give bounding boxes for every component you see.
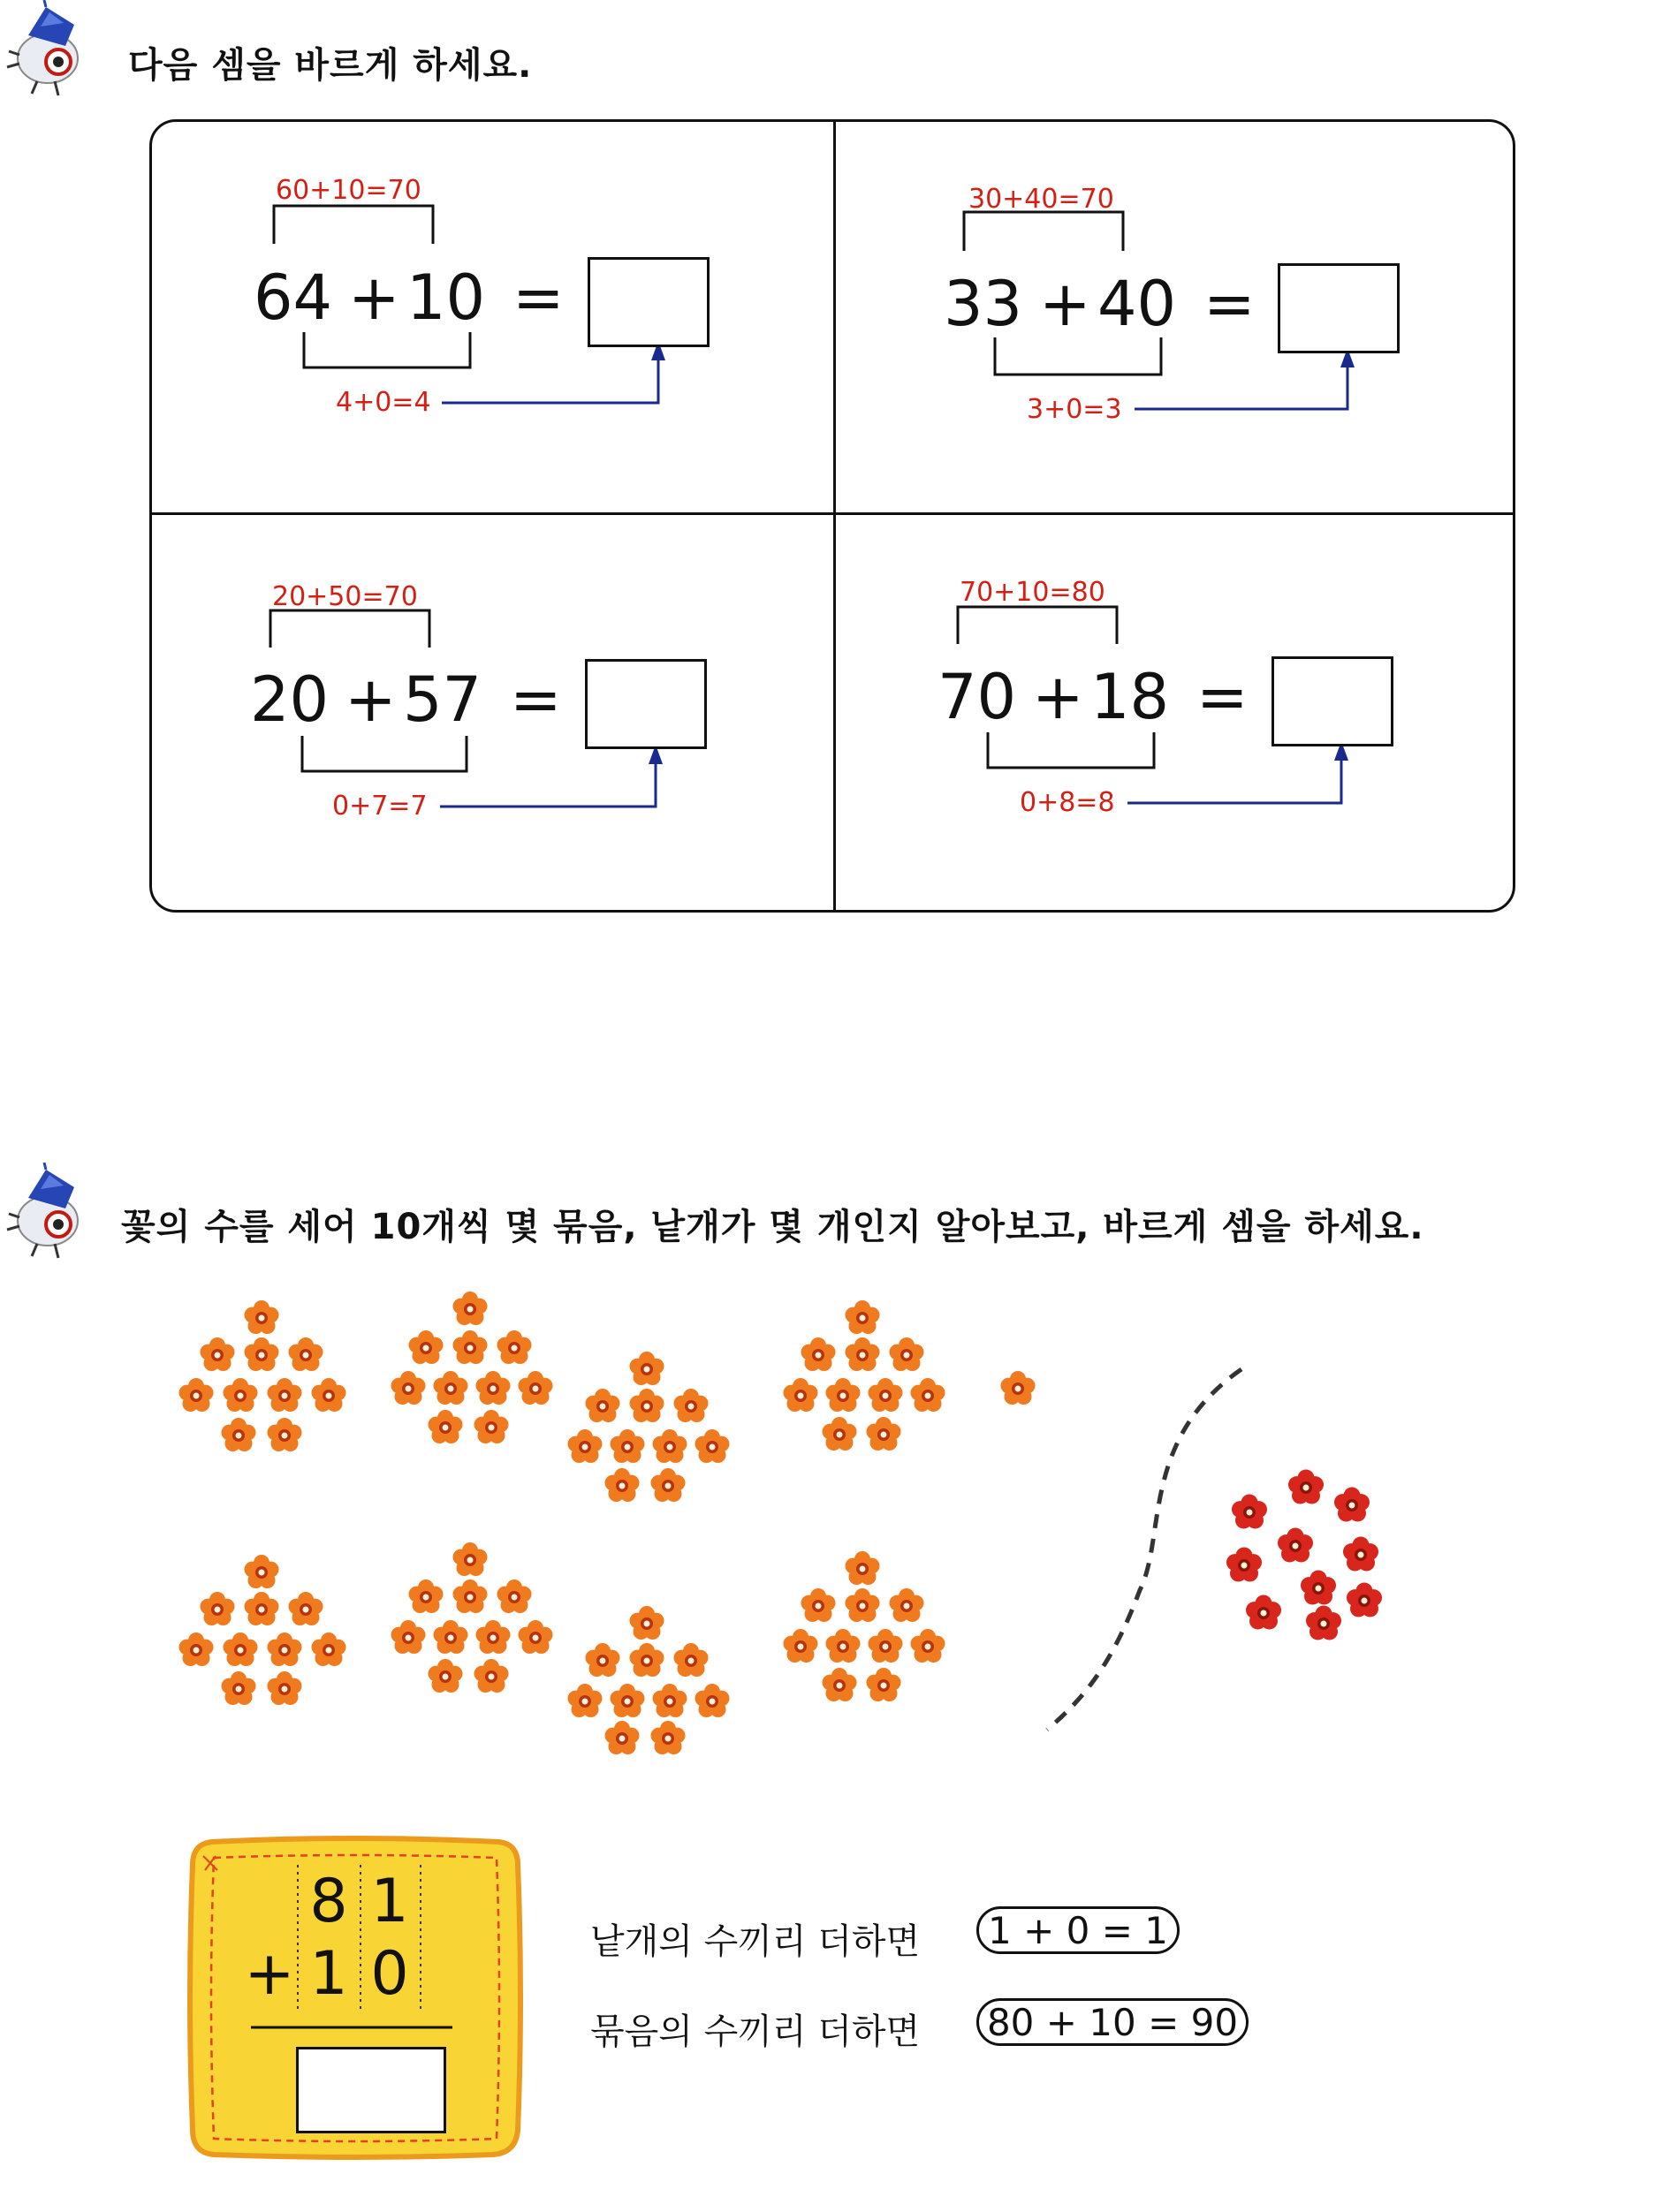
problem-1: [152, 122, 832, 511]
instruction-1: 다음 셈을 바르게 하세요.: [128, 45, 533, 86]
mascot-icon: [2, 1163, 90, 1260]
problem-1-op: +: [348, 261, 400, 334]
flower-single: [1001, 1371, 1036, 1405]
flower-group-red: [1226, 1470, 1382, 1640]
ones-sum-expression: 1 + 0 = 1: [976, 1906, 1180, 1954]
problem-4-a: 70: [937, 661, 1017, 733]
problem-4-bottom-hint: 0+8=8: [1020, 787, 1115, 818]
problem-1-answer-box[interactable]: [588, 257, 710, 347]
dashed-divider: [1047, 1369, 1241, 1730]
problem-4-answer-box[interactable]: [1271, 656, 1393, 746]
flower-illustration: [0, 1272, 1670, 1767]
problem-3-equals: =: [510, 663, 562, 736]
flower-group-3: [568, 1352, 730, 1502]
problem-2-top-hint: 30+40=70: [968, 184, 1114, 215]
problem-3-answer-box[interactable]: [585, 659, 707, 749]
ones-sum-label: 낱개의 수끼리 더하면: [590, 1921, 921, 1962]
card-r2-ones: 0: [370, 1939, 409, 2009]
problem-1-a: 64: [254, 261, 333, 334]
problem-3-top-hint: 20+50=70: [272, 581, 418, 612]
problem-4-top-hint: 70+10=80: [960, 577, 1105, 608]
problem-2-equals: =: [1203, 268, 1256, 340]
problem-2-bottom-hint: 3+0=3: [1027, 394, 1122, 425]
problem-2-b: 40: [1097, 268, 1177, 340]
flower-group-4: [784, 1300, 945, 1451]
problem-1-equals: =: [512, 261, 565, 334]
problem-3-op: +: [345, 663, 397, 736]
problem-2-answer-box[interactable]: [1278, 263, 1400, 353]
problem-4-equals: =: [1196, 661, 1249, 733]
problem-4-b: 18: [1090, 661, 1170, 733]
card-answer-box[interactable]: [296, 2047, 446, 2133]
problem-2-a: 33: [944, 268, 1023, 340]
card-op: +: [244, 1939, 295, 2009]
card-r1-ones: 1: [370, 1867, 409, 1936]
tens-sum-label: 묶음의 수끼리 더하면: [590, 2011, 921, 2052]
problem-1-b: 10: [406, 261, 486, 334]
tens-sum-expression: 80 + 10 = 90: [976, 1998, 1249, 2046]
problem-3-b: 57: [403, 663, 482, 736]
card-r1-tens: 8: [309, 1867, 348, 1936]
mascot-icon: [2, 0, 90, 97]
problem-grid: [149, 119, 1515, 913]
problem-3-a: 20: [250, 663, 330, 736]
addition-card: [187, 1835, 523, 2160]
flower-group-6: [391, 1542, 553, 1693]
flower-group-7: [568, 1606, 730, 1754]
problem-2-op: +: [1039, 268, 1091, 340]
problem-2: [836, 122, 1515, 511]
instruction-2: 꽃의 수를 세어 10개씩 몇 묶음, 낱개가 몇 개인지 알아보고, 바르게 셈을 하세요.: [121, 1207, 1424, 1247]
problem-1-top-hint: 60+10=70: [276, 175, 421, 206]
problem-1-bottom-hint: 4+0=4: [336, 387, 431, 418]
flower-group-2: [391, 1292, 553, 1443]
problem-3: [152, 515, 832, 904]
flower-group-8: [784, 1551, 945, 1701]
problem-4-op: +: [1032, 661, 1084, 733]
flower-group-1: [179, 1300, 346, 1451]
flower-group-5: [179, 1555, 346, 1705]
problem-4: [836, 515, 1515, 904]
card-r2-tens: 1: [309, 1939, 348, 2009]
problem-3-bottom-hint: 0+7=7: [332, 791, 428, 822]
